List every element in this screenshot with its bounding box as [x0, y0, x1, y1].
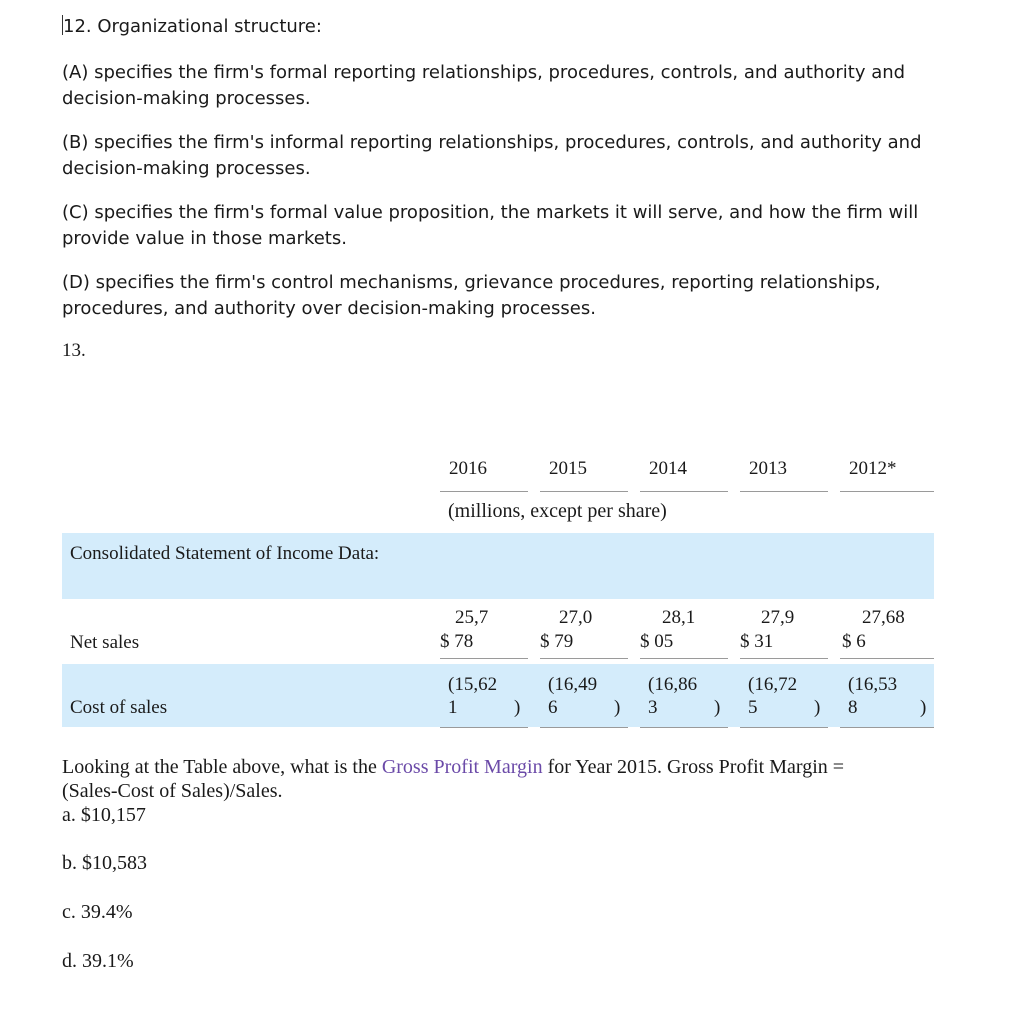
table-cell: $ 78: [440, 631, 474, 652]
table-cell: ): [614, 697, 621, 718]
year-header: 2012*: [849, 458, 897, 479]
answer-c[interactable]: c. 39.4%: [62, 901, 133, 923]
table-cell: 6: [548, 697, 558, 718]
row-label-net-sales: Net sales: [70, 632, 140, 653]
section-label: Consolidated Statement of Income Data:: [70, 543, 380, 564]
table-cell: (16,72: [748, 674, 798, 695]
table-cell: $ 6: [842, 631, 866, 652]
table-cell: ): [814, 697, 821, 718]
table-cell: 1: [448, 697, 458, 718]
table-cell: 28,1: [662, 607, 696, 628]
option-d[interactable]: (D) specifies the firm's control mechanisms, grievance procedures, reporting relationships, procedures, and authority over decision-making processes.: [62, 272, 881, 319]
table-cell: ): [514, 697, 521, 718]
table-cell: ): [920, 697, 927, 718]
cell-rule: [540, 727, 628, 728]
year-header: 2015: [549, 458, 587, 479]
cell-rule: [440, 727, 528, 728]
cell-rule: [740, 727, 828, 728]
table-cell: $ 05: [640, 631, 674, 652]
table-cell: 5: [748, 697, 758, 718]
option-c[interactable]: (C) specifies the firm's formal value proposition, the markets it will serve, and how the firm will provide value in those markets.: [62, 202, 919, 249]
table-cell: 8: [848, 697, 858, 718]
header-rule: [640, 491, 728, 492]
table-cell: 27,9: [761, 607, 795, 628]
cell-rule: [540, 658, 628, 659]
row-band-cost-of-sales: [62, 664, 934, 727]
q12-title: 12. Organizational structure:: [63, 16, 322, 37]
answer-a[interactable]: a. $10,157: [62, 804, 146, 826]
header-rule: [840, 491, 934, 492]
answer-d[interactable]: d. 39.1%: [62, 950, 134, 972]
cell-rule: [840, 658, 934, 659]
table-cell: ): [714, 697, 721, 718]
gross-profit-margin-link[interactable]: Gross Profit Margin: [381, 756, 543, 778]
table-cell: (15,62: [448, 674, 498, 695]
header-rule: [440, 491, 528, 492]
table-cell: $ 31: [740, 631, 774, 652]
cell-rule: [640, 727, 728, 728]
table-cell: 3: [648, 697, 658, 718]
year-header: 2013: [749, 458, 787, 479]
year-header: 2014: [649, 458, 687, 479]
cell-rule: [840, 727, 934, 728]
table-cell: $ 79: [540, 631, 574, 652]
year-header: 2016: [449, 458, 487, 479]
cell-rule: [440, 658, 528, 659]
cell-rule: [740, 658, 828, 659]
q13-question: Looking at the Table above, what is the Gross Profit Margin for Year 2015. Gross Profit Margin = (Sales-Cost of Sales)/Sales.: [62, 756, 845, 802]
answer-b[interactable]: b. $10,583: [62, 852, 147, 874]
table-cell: (16,49: [548, 674, 598, 695]
table-cell: 27,68: [862, 607, 905, 628]
table-cell: 25,7: [455, 607, 489, 628]
table-cell: (16,86: [648, 674, 698, 695]
cell-rule: [640, 658, 728, 659]
units-label: (millions, except per share): [448, 500, 667, 522]
option-b[interactable]: (B) specifies the firm's informal reporting relationships, procedures, controls, and authority and decision-making processes.: [62, 132, 922, 179]
header-rule: [740, 491, 828, 492]
table-cell: 27,0: [559, 607, 593, 628]
header-rule: [540, 491, 628, 492]
option-a[interactable]: (A) specifies the firm's formal reporting relationships, procedures, controls, and authority and decision-making processes.: [62, 62, 906, 109]
table-cell: (16,53: [848, 674, 898, 695]
row-label-cost-of-sales: Cost of sales: [70, 697, 168, 718]
q13-number: 13.: [62, 340, 86, 361]
